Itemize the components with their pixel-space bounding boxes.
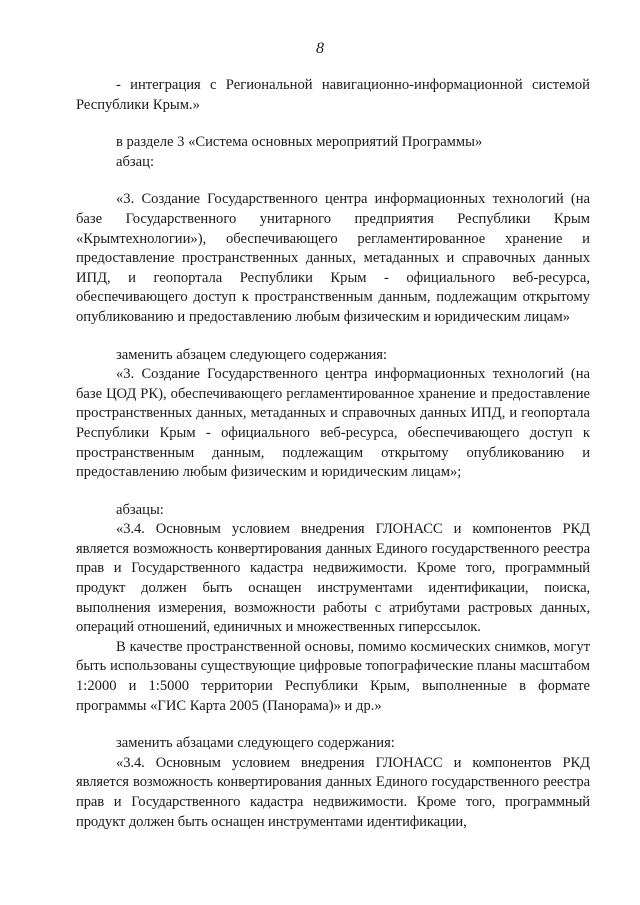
paragraph-spatial-basis: В качестве пространственной основы, помимо космических снимков, могут быть использованы существующие цифровые топографические планы масштабом 1:2000 и 1:5000 территории Республики Крым, выполненные в формате программы «ГИС Карта 2005 (Панорама)» и др.»	[76, 638, 590, 714]
paragraph-label-abzacy: абзацы:	[116, 501, 164, 518]
paragraph-new-item-3: «3. Создание Государственного центра информационных технологий (на базе ЦОД РК), обеспечивающего регламентированное хранение и предоставление пространственных данных, метаданных и справочных данных ИПД, и геопортала Республики Крым - официального веб-ресурса, обеспечивающего доступ к пространственным данным, подлежащим открытому опубликованию и предоставлению любым физическим и юридическим лицам»;	[76, 366, 590, 481]
paragraph-replace-label: заменить абзацем следующего содержания:	[116, 346, 388, 363]
document-body	[76, 76, 590, 832]
paragraph-old-item-3: «3. Создание Государственного центра информационных технологий (на базе Государственного унитарного предприятия Республики Крым «Крымтехнологии»), обеспечивающего регламентированное хранение и предоставление пространственных данных, метаданных и справочных данных ИПД, и геопортала Республики Крым - официального веб-ресурса, обеспечивающего доступ к пространственным данным, подлежащим открытому опубликованию и предоставлению любым физическим и юридическим лицам»	[76, 191, 590, 325]
page-number: 8	[316, 40, 324, 57]
paragraph-new-item-3-4: «3.4. Основным условием внедрения ГЛОНАСС и компонентов РКД является возможность конвертирования данных Единого государственного реестра прав и Государственного кадастра недвижимости. Кроме того, программный продукт должен быть оснащен инструментами идентификации,	[76, 754, 590, 830]
paragraph-replace-plural-label: заменить абзацами следующего содержания:	[116, 735, 395, 752]
paragraph-section-ref: в разделе 3 «Система основных мероприятий Программы»	[116, 134, 483, 151]
paragraph-integration: - интеграция с Региональной навигационно-информационной системой Республики Крым.»	[76, 77, 590, 113]
paragraph-old-item-3-4: «3.4. Основным условием внедрения ГЛОНАСС и компонентов РКД является возможность конвертирования данных Единого государственного реестра прав и Государственного кадастра недвижимости. Кроме того, программный продукт должен быть оснащен инструментами идентификации, поиска, выполнения измерения, возможности работы с атрибутами растровых данных, операций отношений, единичных и множественных гиперссылок.	[76, 521, 590, 636]
paragraph-label-abzac: абзац:	[116, 153, 155, 170]
